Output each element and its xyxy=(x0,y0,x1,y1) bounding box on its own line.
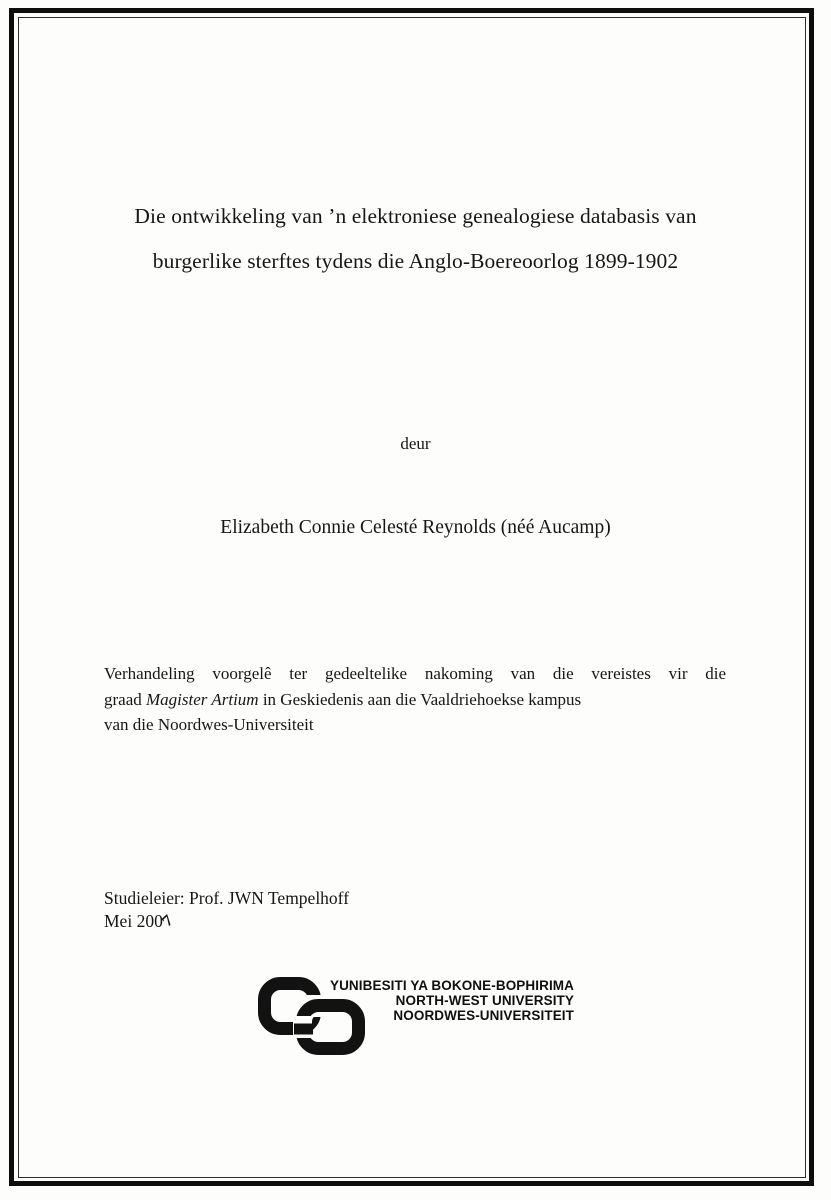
degree-statement-line3: van die Noordwes-Universiteit xyxy=(104,715,314,734)
degree-statement-line1: Verhandeling voorgelê ter gedeeltelike nakoming van die vereistes vir die xyxy=(104,664,726,683)
date-last-digit: 7 xyxy=(157,910,177,931)
supervisor-line: Studieleier: Prof. JWN Tempelhoff xyxy=(104,888,350,908)
thesis-title xyxy=(52,194,779,284)
degree-name-italic: Magister Artium xyxy=(146,689,259,709)
byline-label: deur xyxy=(400,434,431,453)
degree-statement-line2-pre: graad xyxy=(104,689,147,709)
thesis-title-line1: Die ontwikkeling van ’n elektroniese genealogiese databasis van xyxy=(134,204,697,228)
university-logo-text xyxy=(330,978,574,1024)
university-logo xyxy=(258,975,574,1057)
degree-statement-line2-post: in Geskiedenis aan die Vaaldriehoekse kampus xyxy=(258,689,582,709)
logo-text-afrikaans: NOORDWES-UNIVERSITEIT xyxy=(393,1008,574,1024)
logo-text-english: NORTH-WEST UNIVERSITY xyxy=(395,993,574,1009)
degree-statement-line2 xyxy=(104,687,726,713)
date-line xyxy=(104,910,177,932)
author-name: Elizabeth Connie Celesté Reynolds (néé Aucamp) xyxy=(220,517,611,538)
degree-statement xyxy=(104,661,726,738)
thesis-title-line2: burgerlike sterftes tydens die Anglo-Boereoorlog 1899-1902 xyxy=(152,249,679,273)
date-prefix: Mei 200 xyxy=(104,911,163,931)
logo-text-setswana: YUNIBESITI YA BOKONE-BOPHIRIMA xyxy=(329,978,574,993)
